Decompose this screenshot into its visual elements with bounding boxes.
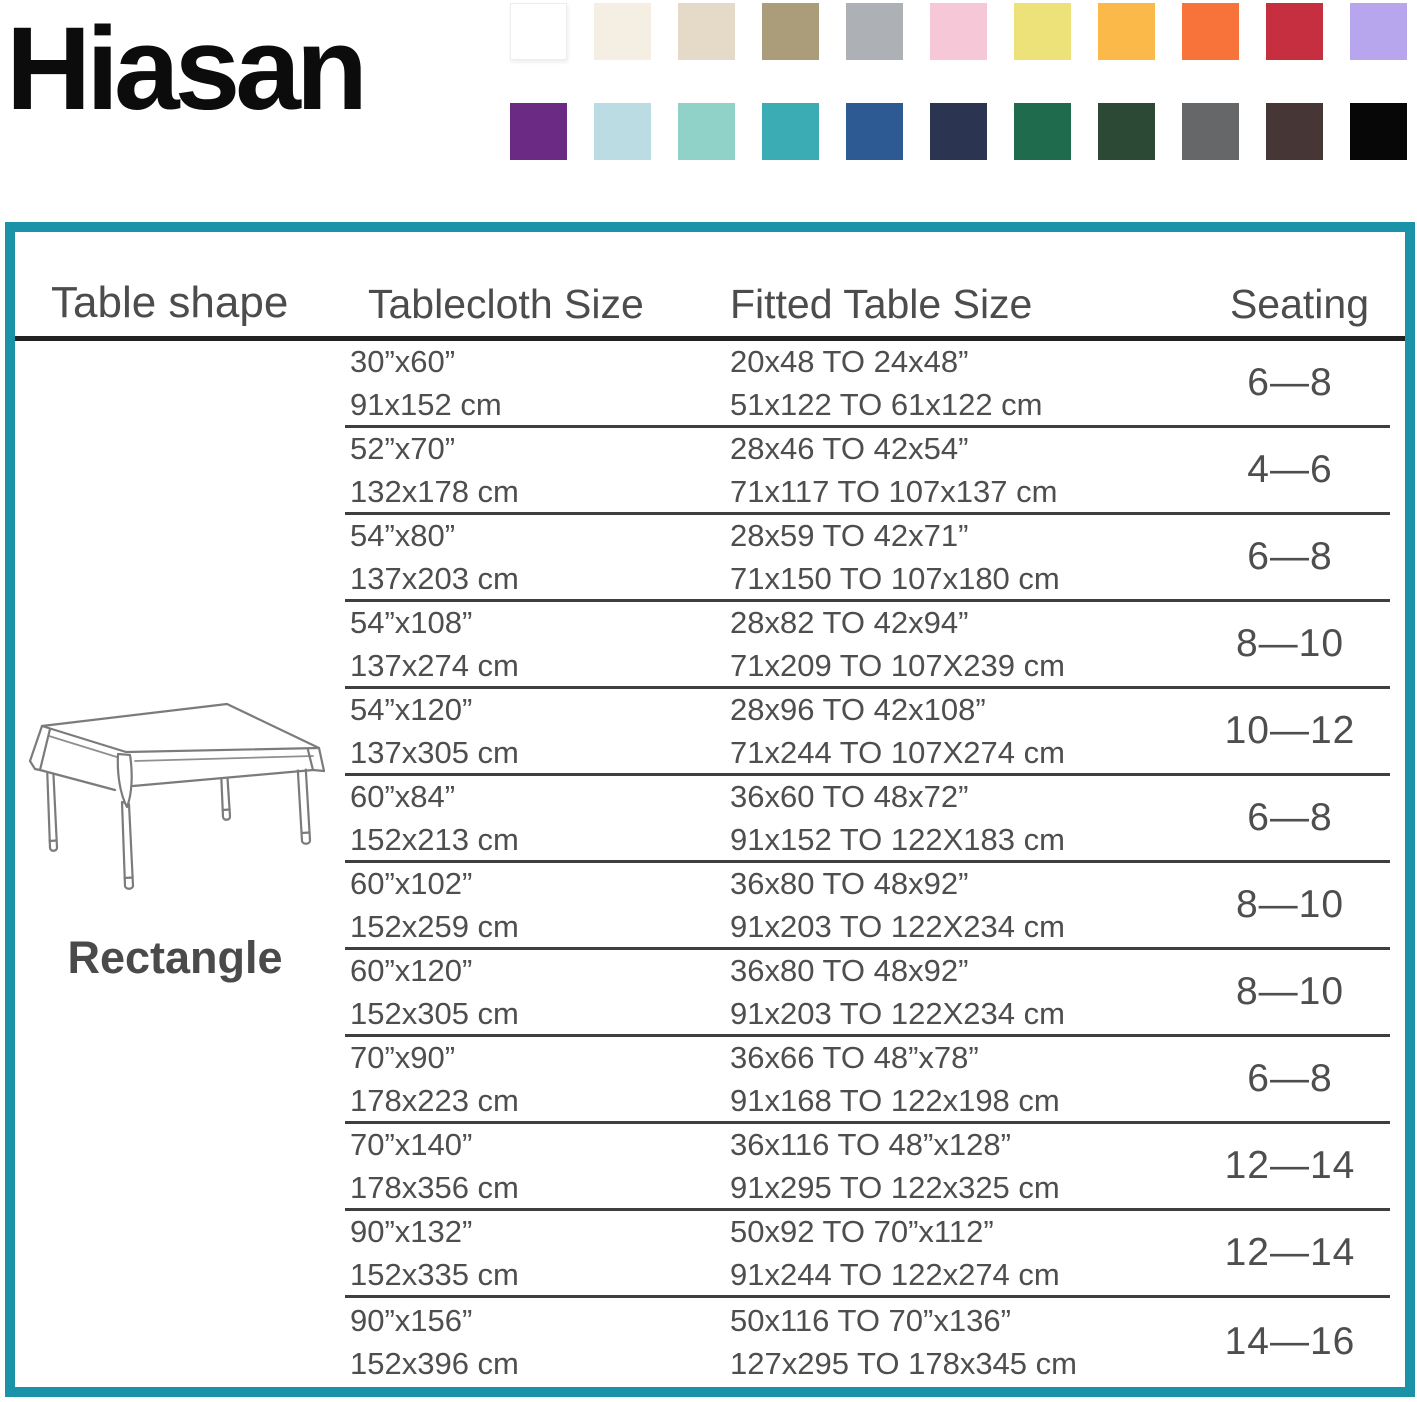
fitted-size-inches: 36x60 TO 48x72” <box>730 779 969 814</box>
tablecloth-size-inches: 60”x102” <box>350 866 473 901</box>
swatch-dark-gray <box>1182 103 1239 160</box>
seating-count: 8—10 <box>1235 622 1345 665</box>
seating-count: 6—8 <box>1247 796 1333 839</box>
tablecloth-size-inches: 54”x80” <box>350 518 456 553</box>
tablecloth-size-cm: 91x152 cm <box>350 387 502 422</box>
swatch-lavender <box>1350 3 1407 60</box>
table-row <box>15 515 1405 602</box>
swatch-brown <box>1266 103 1323 160</box>
table-row <box>15 341 1405 428</box>
fitted-size-cm: 91x203 TO 122X234 cm <box>730 909 1065 944</box>
seating-count: 14—16 <box>1224 1319 1356 1363</box>
fitted-size-cm: 71x244 TO 107X274 cm <box>730 735 1065 770</box>
fitted-size-inches: 36x80 TO 48x92” <box>730 953 969 988</box>
color-swatch-grid <box>510 3 1407 160</box>
shape-label: Rectangle <box>67 932 283 983</box>
seating-count: 6—8 <box>1247 1057 1333 1100</box>
fitted-size-inches: 28x82 TO 42x94” <box>730 605 969 640</box>
fitted-size-inches: 20x48 TO 24x48” <box>730 344 969 379</box>
fitted-size-inches: 50x92 TO 70”x112” <box>730 1214 994 1249</box>
brand-logo: Hiasan <box>6 3 363 135</box>
table-row <box>15 1298 1405 1385</box>
table-row <box>15 602 1405 689</box>
fitted-size-inches: 28x46 TO 42x54” <box>730 431 969 466</box>
fitted-size-inches: 50x116 TO 70”x136” <box>730 1302 1011 1338</box>
tablecloth-size-inches: 70”x140” <box>350 1127 473 1162</box>
seating-count: 6—8 <box>1247 361 1333 404</box>
tablecloth-size-inches: 90”x156” <box>350 1302 473 1338</box>
fitted-size-cm: 51x122 TO 61x122 cm <box>730 387 1043 422</box>
header-tablecloth-size: Tablecloth Size <box>368 281 644 327</box>
tablecloth-size-cm: 137x203 cm <box>350 561 519 596</box>
fitted-size-cm: 91x203 TO 122X234 cm <box>730 996 1065 1031</box>
swatch-purple <box>510 103 567 160</box>
table-row <box>15 1211 1405 1298</box>
seating-count: 6—8 <box>1247 535 1333 578</box>
header-fitted-table-size: Fitted Table Size <box>730 281 1033 327</box>
tablecloth-size-cm: 137x305 cm <box>350 735 519 770</box>
swatch-navy <box>930 103 987 160</box>
fitted-size-inches: 28x96 TO 42x108” <box>730 692 986 727</box>
tablecloth-size-cm: 152x259 cm <box>350 909 519 944</box>
fitted-size-inches: 36x80 TO 48x92” <box>730 866 969 901</box>
fitted-size-cm: 91x152 TO 122X183 cm <box>730 822 1065 857</box>
swatch-orange <box>1182 3 1239 60</box>
seating-count: 8—10 <box>1235 883 1345 926</box>
swatch-pink <box>930 3 987 60</box>
swatch-green <box>1014 103 1071 160</box>
tablecloth-size-inches: 70”x90” <box>350 1040 456 1075</box>
swatch-teal <box>762 103 819 160</box>
fitted-size-cm: 71x209 TO 107X239 cm <box>730 648 1065 683</box>
table-row <box>15 1037 1405 1124</box>
seating-count: 8—10 <box>1235 970 1345 1013</box>
seating-count: 12—14 <box>1224 1144 1356 1187</box>
swatch-white <box>510 3 567 60</box>
tablecloth-size-cm: 132x178 cm <box>350 474 519 509</box>
tablecloth-size-cm: 152x396 cm <box>350 1345 519 1381</box>
fitted-size-cm: 91x168 TO 122x198 cm <box>730 1083 1060 1118</box>
swatch-aqua <box>678 103 735 160</box>
fitted-size-cm: 127x295 TO 178x345 cm <box>730 1345 1077 1381</box>
tablecloth-size-cm: 178x356 cm <box>350 1170 519 1205</box>
seating-count: 10—12 <box>1224 709 1356 752</box>
tablecloth-size-cm: 152x305 cm <box>350 996 519 1031</box>
header-seating: Seating <box>1229 281 1369 327</box>
tablecloth-size-cm: 137x274 cm <box>350 648 519 683</box>
table-row <box>15 428 1405 515</box>
swatch-dark-green <box>1098 103 1155 160</box>
table-row <box>15 1124 1405 1211</box>
fitted-size-cm: 91x295 TO 122x325 cm <box>730 1170 1060 1205</box>
size-chart-header <box>15 232 1405 341</box>
fitted-size-cm: 91x244 TO 122x274 cm <box>730 1257 1060 1292</box>
tablecloth-size-cm: 152x335 cm <box>350 1257 519 1292</box>
swatch-khaki <box>762 3 819 60</box>
swatch-ivory <box>594 3 651 60</box>
swatch-gold <box>1098 3 1155 60</box>
tablecloth-size-cm: 178x223 cm <box>350 1083 519 1118</box>
header-table-shape: Table shape <box>51 278 289 327</box>
swatch-red <box>1266 3 1323 60</box>
tablecloth-size-inches: 90”x132” <box>350 1214 473 1249</box>
swatch-gray <box>846 3 903 60</box>
fitted-size-inches: 28x59 TO 42x71” <box>730 518 969 553</box>
seating-count: 12—14 <box>1224 1231 1356 1274</box>
fitted-size-inches: 36x66 TO 48”x78” <box>730 1040 979 1075</box>
tablecloth-size-inches: 60”x120” <box>350 953 473 988</box>
table-shape-illustration <box>20 690 330 984</box>
tablecloth-size-inches: 30”x60” <box>350 344 456 379</box>
tablecloth-size-inches: 54”x120” <box>350 692 473 727</box>
swatch-black <box>1350 103 1407 160</box>
fitted-size-inches: 36x116 TO 48”x128” <box>730 1127 1011 1162</box>
seating-count: 4—6 <box>1247 448 1333 491</box>
size-chart <box>5 222 1415 1397</box>
swatch-yellow <box>1014 3 1071 60</box>
swatch-beige <box>678 3 735 60</box>
fitted-size-cm: 71x150 TO 107x180 cm <box>730 561 1060 596</box>
tablecloth-size-inches: 54”x108” <box>350 605 473 640</box>
swatch-blue <box>846 103 903 160</box>
tablecloth-size-cm: 152x213 cm <box>350 822 519 857</box>
swatch-light-blue <box>594 103 651 160</box>
rectangle-table-drawing <box>25 690 325 930</box>
tablecloth-size-inches: 60”x84” <box>350 779 456 814</box>
fitted-size-cm: 71x117 TO 107x137 cm <box>730 474 1058 509</box>
tablecloth-size-inches: 52”x70” <box>350 431 456 466</box>
